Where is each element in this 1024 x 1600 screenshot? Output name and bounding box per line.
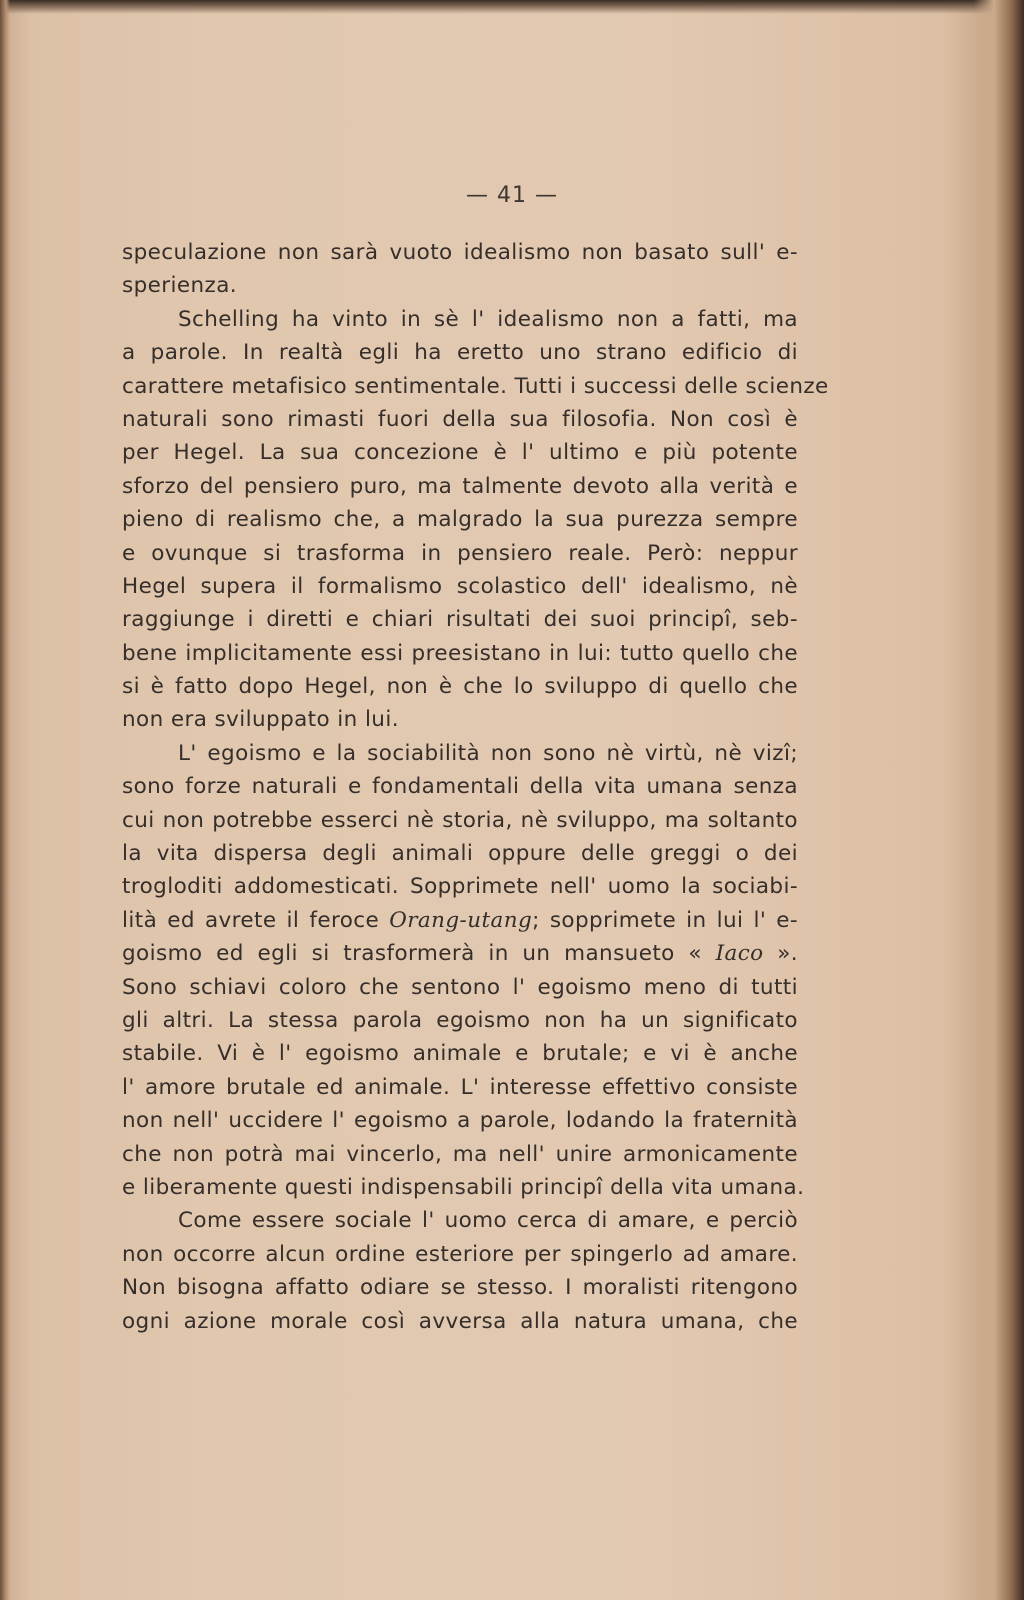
text-line: raggiunge i diretti e chiari risultati dei suoi principî, seb- (122, 607, 798, 633)
text-segment: goismo ed egli si trasformerà in un mansueto « (122, 941, 716, 967)
text-line: non nell' uccidere l' egoismo a parole, lodando la fraternità (122, 1108, 798, 1134)
body-text (122, 236, 829, 1338)
text-line: Non bisogna affatto odiare se stesso. I moralisti ritengono (122, 1275, 798, 1301)
text-line: e ovunque si trasforma in pensiero reale. Però: neppur (122, 540, 798, 566)
page-right-edge (974, 0, 1024, 1600)
text-line: l' amore brutale ed animale. L' interesse effettivo consiste (122, 1074, 798, 1100)
text-line: la vita dispersa degli animali oppure delle greggi o dei (122, 841, 798, 867)
text-line: bene implicitamente essi preesistano in lui: tutto quello che (122, 640, 798, 666)
text-line: Hegel supera il formalismo scolastico dell' idealismo, nè (122, 573, 798, 599)
text-line: trogloditi addomesticati. Sopprimete nell' uomo la sociabi- (122, 874, 798, 900)
text-line: stabile. Vi è l' egoismo animale e brutale; e vi è anche (122, 1041, 798, 1067)
text-line: Schelling ha vinto in sè l' idealismo non a fatti, ma (178, 306, 798, 332)
text-line: Come essere sociale l' uomo cerca di amare, e perciò (178, 1208, 798, 1234)
text-line: per Hegel. La sua concezione è l' ultimo e più potente (122, 440, 798, 466)
text-line: Sono schiavi coloro che sentono l' egoismo meno di tutti (122, 974, 798, 1000)
text-segment: ». (763, 941, 798, 967)
text-line: ogni azione morale così avversa alla natura umana, che (122, 1308, 798, 1334)
text-line-iaco (122, 937, 798, 970)
page-number: — 41 — (466, 183, 558, 208)
text-segment: lità ed avrete il feroce (122, 907, 390, 933)
italic-term-orang-utang: Orang-utang (389, 907, 533, 933)
text-line: speculazione non sarà vuoto idealismo non basato sull' e- (122, 240, 798, 265)
text-line: L' egoismo e la sociabilità non sono nè virtù, nè vizî; (178, 740, 798, 766)
text-line: che non potrà mai vincerlo, ma nell' unire armonicamente (122, 1141, 798, 1167)
text-line: pieno di realismo che, a malgrado la sua purezza sempre (122, 507, 798, 533)
text-line: sforzo del pensiero puro, ma talmente devoto alla verità e (122, 473, 798, 499)
text-line: sperienza. (122, 273, 238, 299)
text-line: si è fatto dopo Hegel, non è che lo sviluppo di quello che (122, 674, 798, 700)
text-line: a parole. In realtà egli ha eretto uno strano edificio di (122, 340, 798, 366)
text-line: sono forze naturali e fondamentali della vita umana senza (122, 774, 798, 800)
text-line-orang-utang (122, 904, 798, 937)
page-left-edge (0, 0, 10, 1600)
text-segment: ; sopprimete in lui l' e- (532, 907, 799, 933)
text-line: carattere metafisico sentimentale. Tutti i successi delle scienze (122, 373, 829, 399)
text-line: gli altri. La stessa parola egoismo non ha un significato (122, 1007, 798, 1033)
text-line: non era sviluppato in lui. (122, 707, 399, 733)
text-line: non occorre alcun ordine esteriore per spingerlo ad amare. (122, 1241, 798, 1267)
page-top-shadow (0, 0, 1024, 14)
italic-term-iaco: Iaco (715, 941, 764, 967)
text-line: naturali sono rimasti fuori della sua filosofia. Non così è (122, 406, 798, 432)
text-line: e liberamente questi indispensabili principî della vita umana. (122, 1174, 805, 1200)
text-line: cui non potrebbe esserci nè storia, nè sviluppo, ma soltanto (122, 807, 798, 833)
